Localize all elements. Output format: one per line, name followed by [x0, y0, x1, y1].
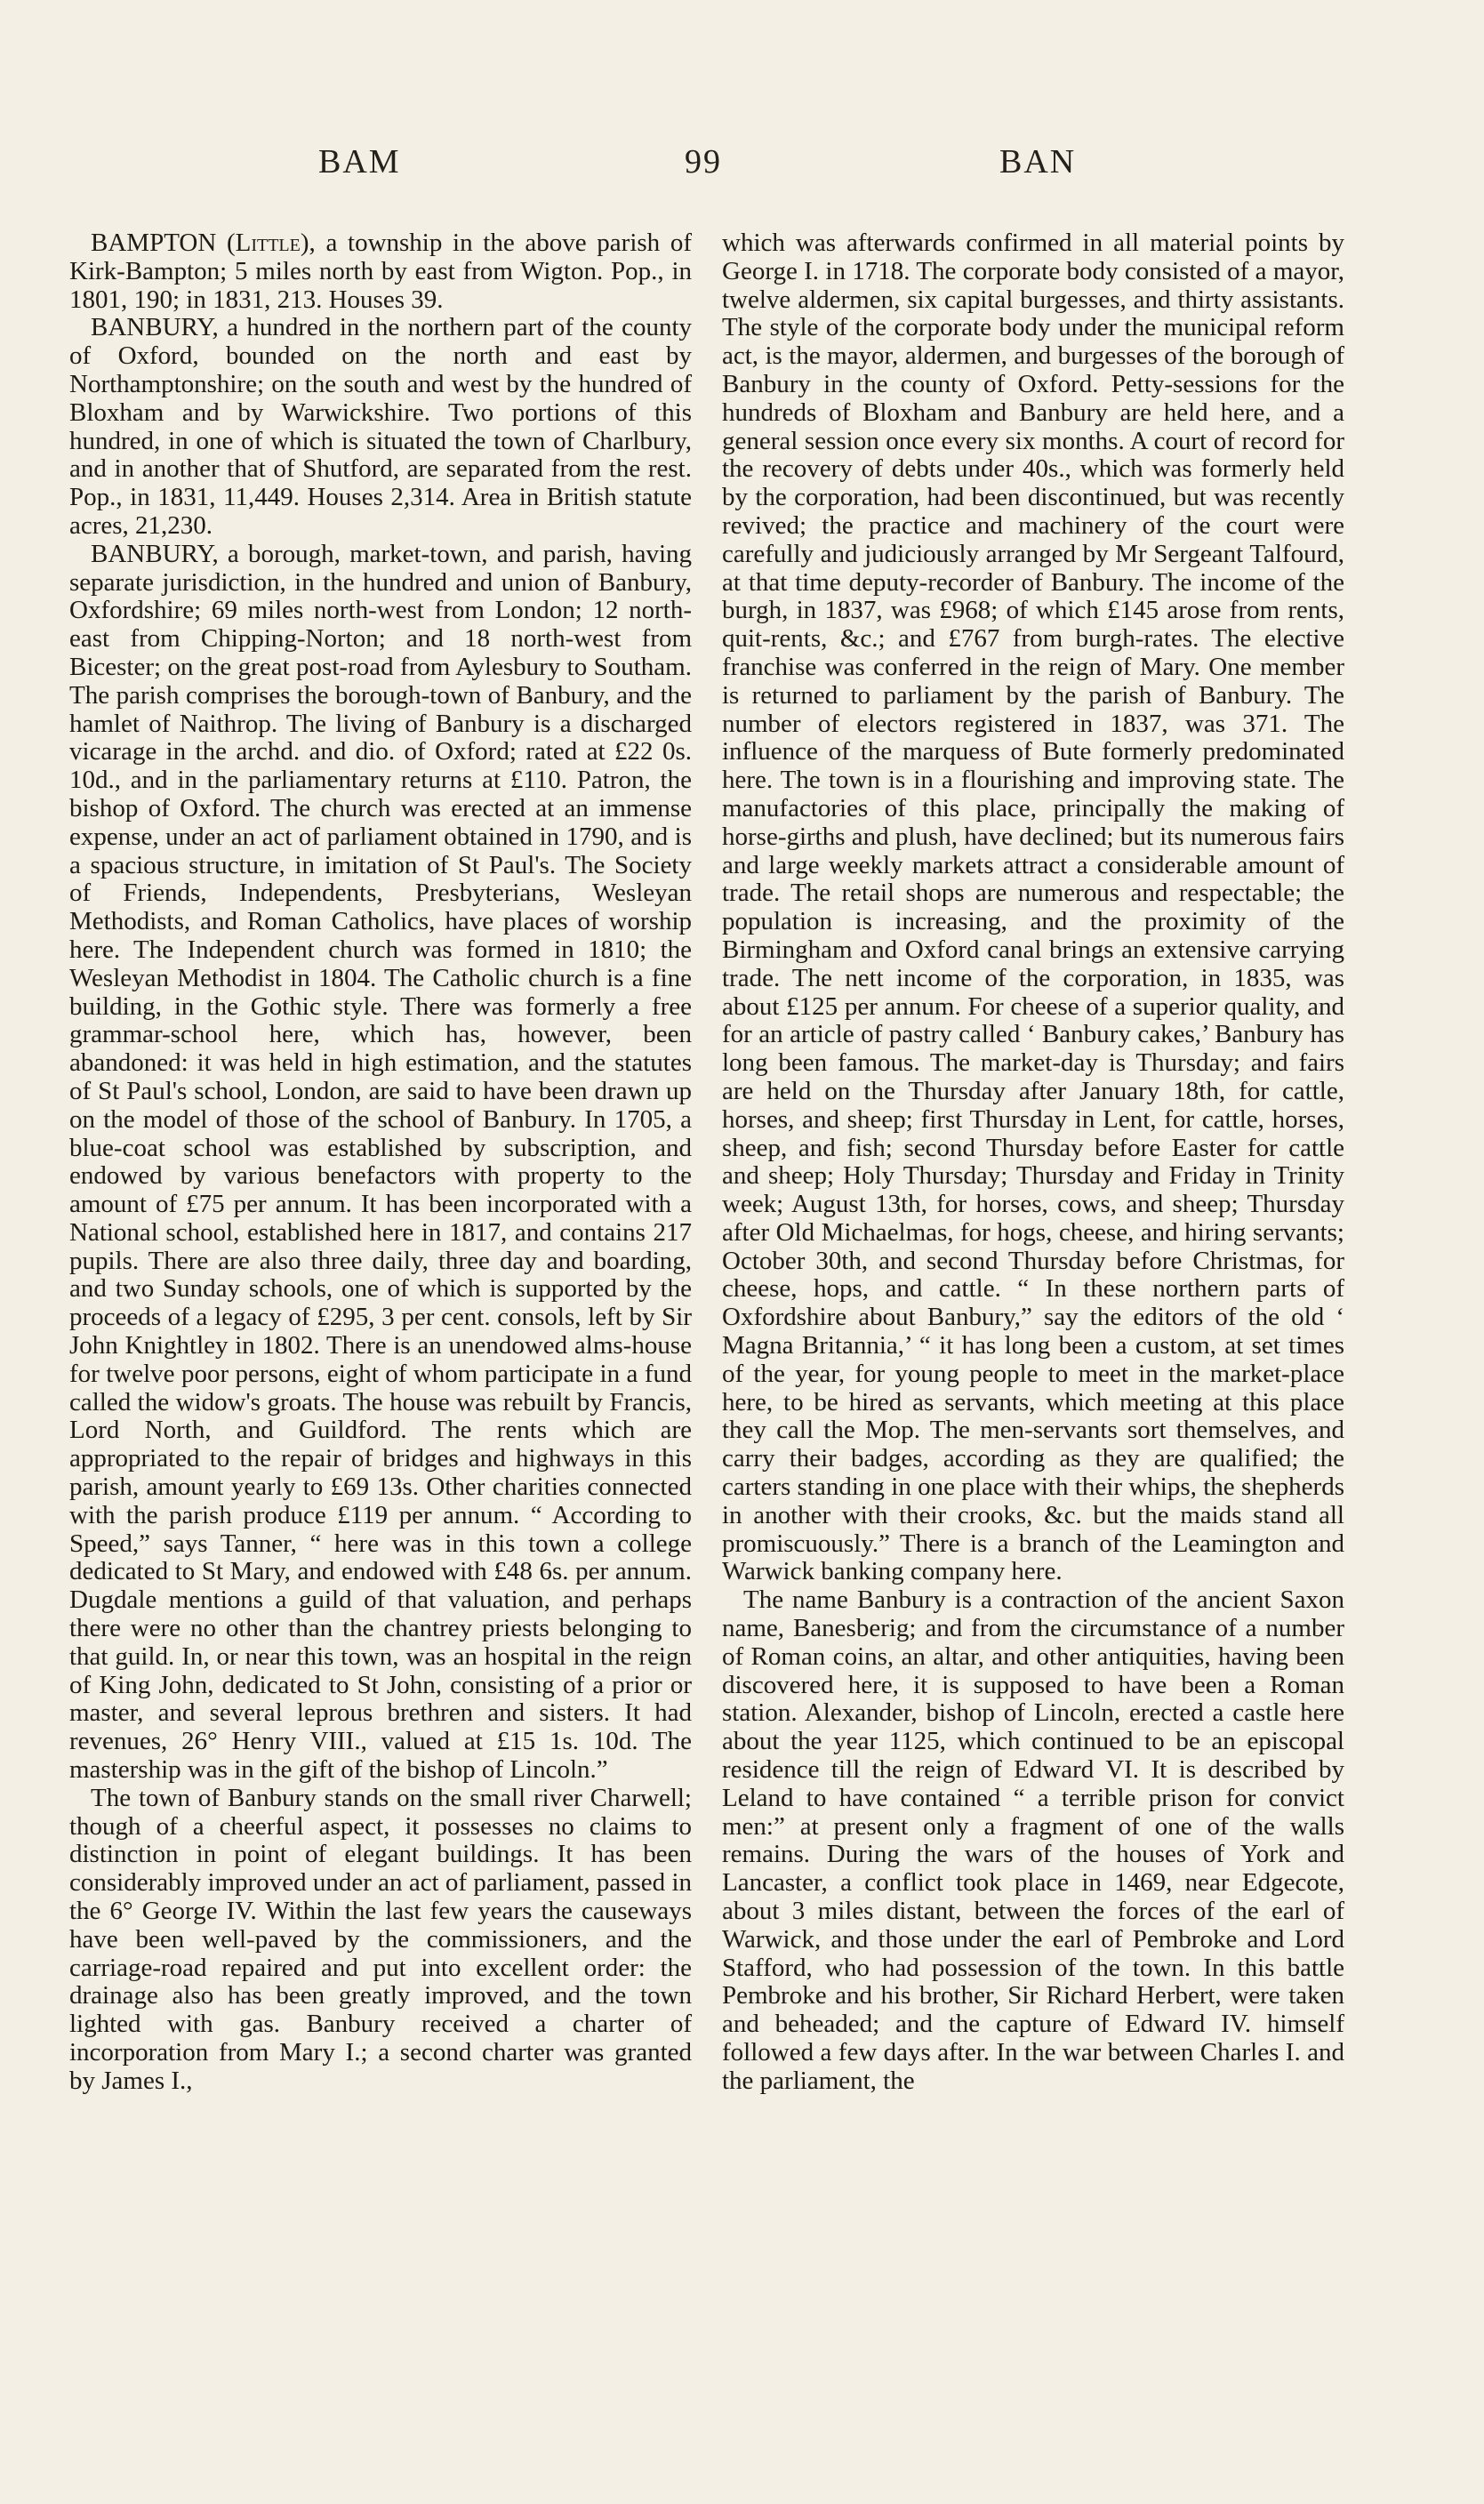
entry-text: a township in the above parish of Kirk-Bampton; 5 miles north by east from Wigton. Pop., in 1801, 190; in 1831, 213. Houses 39. [69, 229, 693, 314]
headword: BANBURY, [91, 313, 219, 342]
running-head [0, 142, 1484, 196]
entry-text: a borough, market-town, and parish, having separate jurisdiction, in the hundred and union of Banbury, Oxfordshire; 69 miles north-west from London; 12 north-east from Chipping-Norton; and 18 north-west from Bicester; on the great post-road from Aylesbury to Southam. The parish comprises the borough-town of Banbury, and the hamlet of Naithrop. The living of Banbury is a discharged vicarage in the archd. and dio. of Oxford; rated at £22 0s. 10d., and in the parliamentary returns at £110. Patron, the bishop of Oxford. The church was erected at an immense expense, under an act of parliament obtained in 1790, and is a spacious structure, in imitation of St Paul's. The Society of Friends, Independents, Presbyterians, Wesleyan Methodists, and Roman Catholics, have places of worship here. The Independent church was formed in 1810; the Wesleyan Methodist in 1804. The Catholic church is a fine building, in the Gothic style. There was formerly a free grammar-school here, which has, however, been abandoned: it was held in high estimation, and the statutes of St Paul's school, London, are said to have been drawn up on the model of those of the school of Banbury. In 1705, a blue-coat school was established by subscription, and endowed by various benefactors with property to the amount of £75 per annum. It has been incorporated with a National school, established here in 1817, and contains 217 pupils. There are also three daily, three day and boarding, and two Sunday schools, one of which is supported by the proceeds of a legacy of £295, 3 per cent. consols, left by Sir John Knightley in 1802. There is an unendowed alms-house for twelve poor persons, eight of whom participate in a fund called the widow's groats. The house was rebuilt by Francis, Lord North, and Guildford. The rents which are appropriated to the repair of bridges and highways in this parish, amount yearly to £69 13s. Other charities connected with the parish produce £119 per annum. “ According to Speed,” says Tanner, “ here was in this town a college dedicated to St Mary, and endowed with £48 6s. per annum. Dugdale mentions a guild of that valuation, and perhaps there were no other than the chantrey priests belonging to that guild. In, or near this town, was an hospital in the reign of King John, dedicated to St John, consisting of a prior or master, and several leprous brethren and sisters. It had revenues, 26° Henry VIII., valued at £15 1s. 10d. The mastership was in the gift of the bishop of Lincoln.” [69, 539, 693, 1785]
right-column [722, 229, 1344, 2096]
entry-bampton-little [69, 229, 692, 314]
running-head-left: BAM [318, 143, 401, 181]
headword: BAMPTON [91, 229, 217, 257]
paragraph-town-of-banbury: The town of Banbury stands on the small river Charwell; though of a cheerful aspect, it possesses no claims to distinction in point of elegant buildings. It has been considerably improved under an act of parliament, passed in the 6° George IV. Within the last few years the causeways have been well-paved by the commissioners, and the carriage-road repaired and put into excellent order: the drainage also has been greatly improved, and the town lighted with gas. Banbury received a charter of incorporation from Mary I.; a second charter was granted by James I., [69, 1783, 692, 2095]
headword-suffix: (Little), [226, 229, 316, 257]
column-divider [702, 222, 703, 2410]
entry-banbury-borough [69, 541, 692, 1785]
paragraph-continuation: which was afterwards confirmed in all material points by George I. in 1718. The corporate body consisted of a mayor, twelve aldermen, six capital burgesses, and thirty assistants. The style of the corporate body under the municipal reform act, is the mayor, aldermen, and burgesses of the borough of Banbury in the county of Oxford. Petty-sessions for the hundreds of Bloxham and Banbury are held here, and a general session once every six months. A court of record for the recovery of debts under 40s., which was formerly held by the corporation, had been discontinued, but was recently revived; the practice and machinery of the court were carefully and judiciously arranged by Mr Sergeant Talfourd, at that time deputy-recorder of Banbury. The income of the burgh, in 1837, was £968; of which £145 arose from rents, quit-rents, &c.; and £767 from burgh-rates. The elective franchise was conferred in the reign of Mary. One member is returned to parliament by the parish of Banbury. The number of electors registered in 1837, was 371. The influence of the marquess of Bute formerly predominated here. The town is in a flourishing and improving state. The manufactories of this place, principally the making of horse-girths and plush, have declined; but its numerous fairs and large weekly markets attract a considerable amount of trade. The retail shops are numerous and respectable; the population is increasing, and the proximity of the Birmingham and Oxford canal brings an extensive carrying trade. The nett income of the corporation, in 1835, was about £125 per annum. For cheese of a superior quality, and for an article of pastry called ‘ Banbury cakes,’ Banbury has long been famous. The market-day is Thursday; and fairs are held on the Thursday after January 18th, for cattle, horses, and sheep; first Thursday in Lent, for cattle, horses, sheep, and fish; second Thursday before Easter for cattle and sheep; Holy Thursday; Thursday and Friday in Trinity week; August 13th, for horses, cows, and sheep; Thursday after Old Michaelmas, for hogs, cheese, and hiring servants; October 30th, and second Thursday before Christmas, for cheese, hops, and cattle. “ In these northern parts of Oxfordshire about Banbury,” say the editors of the old ‘ Magna Britannia,’ “ it has long been a custom, at set times of the year, for young people to meet in the market-place here, to be hired as servants, which meeting at this place they call the Mop. The men-servants sort themselves, and carry their badges, according as they are qualified; the carters standing in one place with their whips, the shepherds in another with their crooks, &c. but the maids stand all promiscuously.” There is a branch of the Leamington and Warwick banking company here. [722, 229, 1344, 1586]
headword: BANBURY, [91, 539, 219, 568]
page-number: 99 [685, 143, 722, 181]
entry-text: a hundred in the northern part of the county of Oxford, bounded on the north and east by Northamptonshire; on the south and west by the hundred of Bloxham and by Warwickshire. Two portions of this hundred, in one of which is situated the town of Charlbury, and in another that of Shutford, are separated from the rest. Pop., in 1831, 11,449. Houses 2,314. Area in British statute acres, 21,230. [69, 313, 693, 540]
entry-banbury-hundred [69, 314, 692, 540]
paragraph-name-banbury: The name Banbury is a contraction of the ancient Saxon name, Banesberig; and from the circumstance of a number of Roman coins, an altar, and other antiquities, having been discovered here, it is supposed to have been a Roman station. Alexander, bishop of Lincoln, erected a castle here about the year 1125, which continued to be an episcopal residence till the reign of Edward VI. It is described by Leland to have contained “ a terrible prison for convict men:” at present only a fragment of one of the walls remains. During the wars of the houses of York and Lancaster, a conflict took place in 1469, near Edgecote, about 3 miles distant, between the forces of the earl of Warwick, and those under the earl of Pembroke and Lord Stafford, who had possession of the town. In this battle Pembroke and his brother, Sir Richard Herbert, were taken and beheaded; and the capture of Edward IV. himself followed a few days after. In the war between Charles I. and the parliament, the [722, 1585, 1344, 2095]
left-column [69, 229, 692, 2096]
running-head-right: BAN [999, 143, 1077, 181]
